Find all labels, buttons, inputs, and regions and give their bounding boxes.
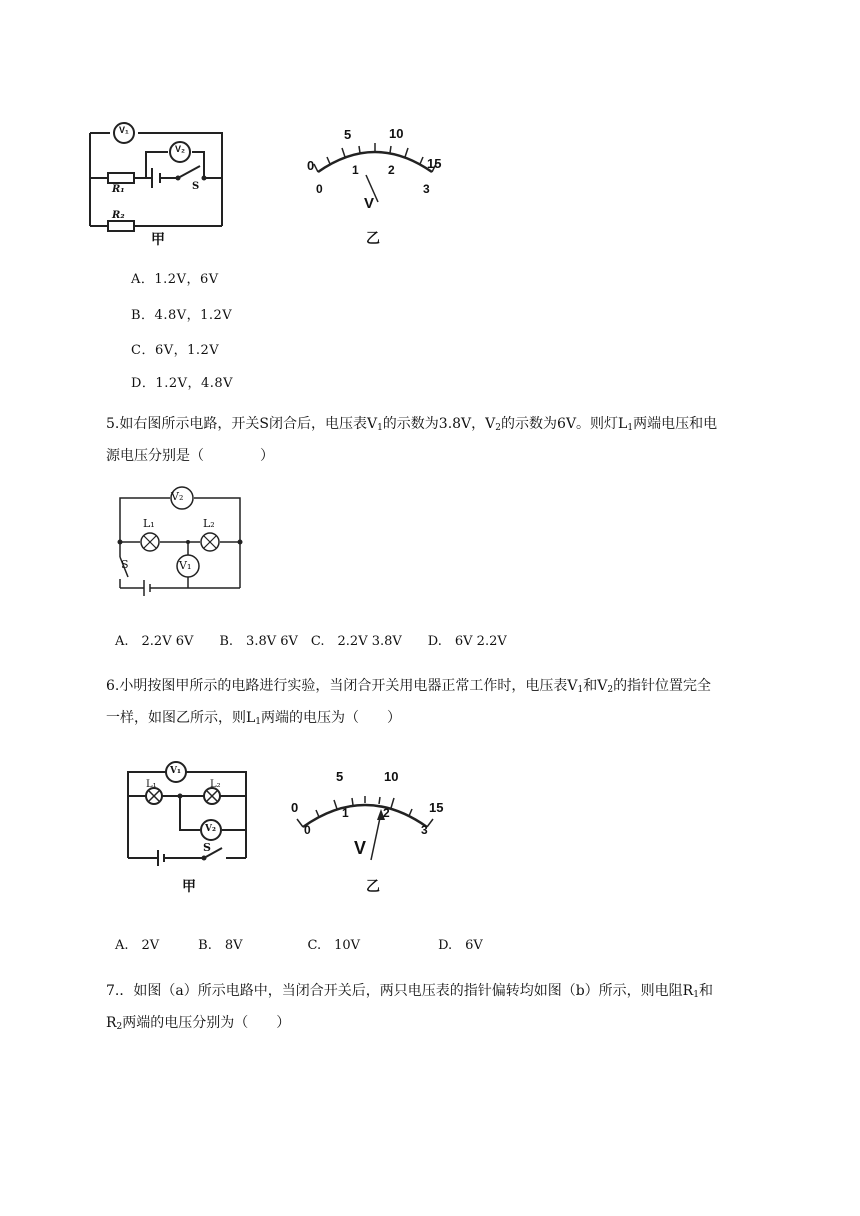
q6-options: A. 2V B. 8V C. 10V D. 6V: [115, 938, 483, 953]
q6-v2-label: V₂: [205, 824, 216, 834]
q4-fig-yi-label: 乙: [366, 231, 380, 247]
q4-meter-bottom-1: 1: [352, 163, 359, 177]
q6-meter-top-10: 10: [384, 769, 399, 784]
q5-stem-line1: 5.如右图所示电路，开关S闭合后，电压表$V_1$的示数为3.8V，$V_2$的示数为6V。则灯$L_1$两端电压和电: [106, 416, 718, 433]
q5-stem-line2: 源电压分别是（ ）: [106, 448, 274, 464]
q4-meter-top-10: 10: [389, 126, 404, 141]
q6-v1-label: V₁: [170, 766, 181, 776]
q6-meter-bottom-1: 1: [342, 806, 349, 820]
q6-meter-bottom-3: 3: [421, 823, 428, 837]
q4-meter-top-15: 15: [427, 156, 442, 171]
q6-meter-bottom-2: 2: [383, 806, 390, 820]
q6-circuit-diagram-jia: [118, 760, 258, 870]
q5-v1-label: V₁: [179, 559, 192, 572]
q4-v1-label: V₁: [119, 125, 129, 135]
q4-option-c: C．6V，1.2V: [131, 343, 220, 358]
q6-s-label: S: [203, 841, 211, 854]
q4-r2-label: R₂: [112, 210, 125, 221]
q6-l1-label: L₁: [146, 779, 157, 790]
q4-meter-top-5: 5: [344, 127, 352, 142]
q6-fig-jia-label: 甲: [182, 879, 196, 895]
q4-meter-bottom-2: 2: [388, 163, 395, 177]
q4-v2-label: V₂: [175, 144, 186, 154]
q7-stem-line1: 7.．如图（a）所示电路中，当闭合开关后，两只电压表的指针偏转均如图（b）所示，则电阻$R_1$和: [106, 983, 713, 1000]
q6-l2-label: L₂: [210, 779, 221, 790]
q6-meter-top-5: 5: [336, 769, 344, 784]
q4-meter-bottom-0: 0: [316, 182, 323, 196]
q4-option-a: A．1.2V，6V: [131, 272, 219, 287]
q6-stem-line1: 6.小明按图甲所示的电路进行实验，当闭合开关用电器正常工作时，电压表$V_1$和$V_2$的指针位置完全: [106, 678, 712, 695]
q4-fig-jia-label: 甲: [151, 232, 165, 248]
q7-stem-line2: $R_2$两端的电压分别为（ ）: [106, 1015, 291, 1032]
q4-r1-label: R₁: [112, 184, 125, 195]
q5-l1-label: L₁: [143, 517, 155, 530]
q5-l2-label: L₂: [203, 517, 215, 530]
q4-meter-top-0: 0: [307, 158, 315, 173]
q6-meter-bottom-0: 0: [304, 823, 311, 837]
q6-fig-yi-label: 乙: [366, 879, 380, 895]
q5-options: A. 2.2V 6V B. 3.8V 6V C. 2.2V 3.8V D. 6V 2.2V: [115, 634, 507, 649]
q4-meter-bottom-3: 3: [423, 182, 430, 196]
q6-meter-top-0: 0: [291, 800, 299, 815]
q4-s-label: S: [192, 181, 200, 192]
q5-s-label: S: [121, 558, 129, 571]
q4-option-d: D．1.2V，4.8V: [131, 376, 234, 391]
q6-meter-unit: V: [354, 838, 367, 858]
q4-option-b: B．4.8V，1.2V: [131, 308, 233, 323]
q5-v2-label: V₂: [171, 490, 184, 503]
q6-meter-top-15: 15: [429, 800, 444, 815]
q4-meter-unit: V: [364, 195, 375, 212]
q6-stem-line2: 一样，如图乙所示，则$L_1$两端的电压为（ ）: [106, 710, 402, 727]
